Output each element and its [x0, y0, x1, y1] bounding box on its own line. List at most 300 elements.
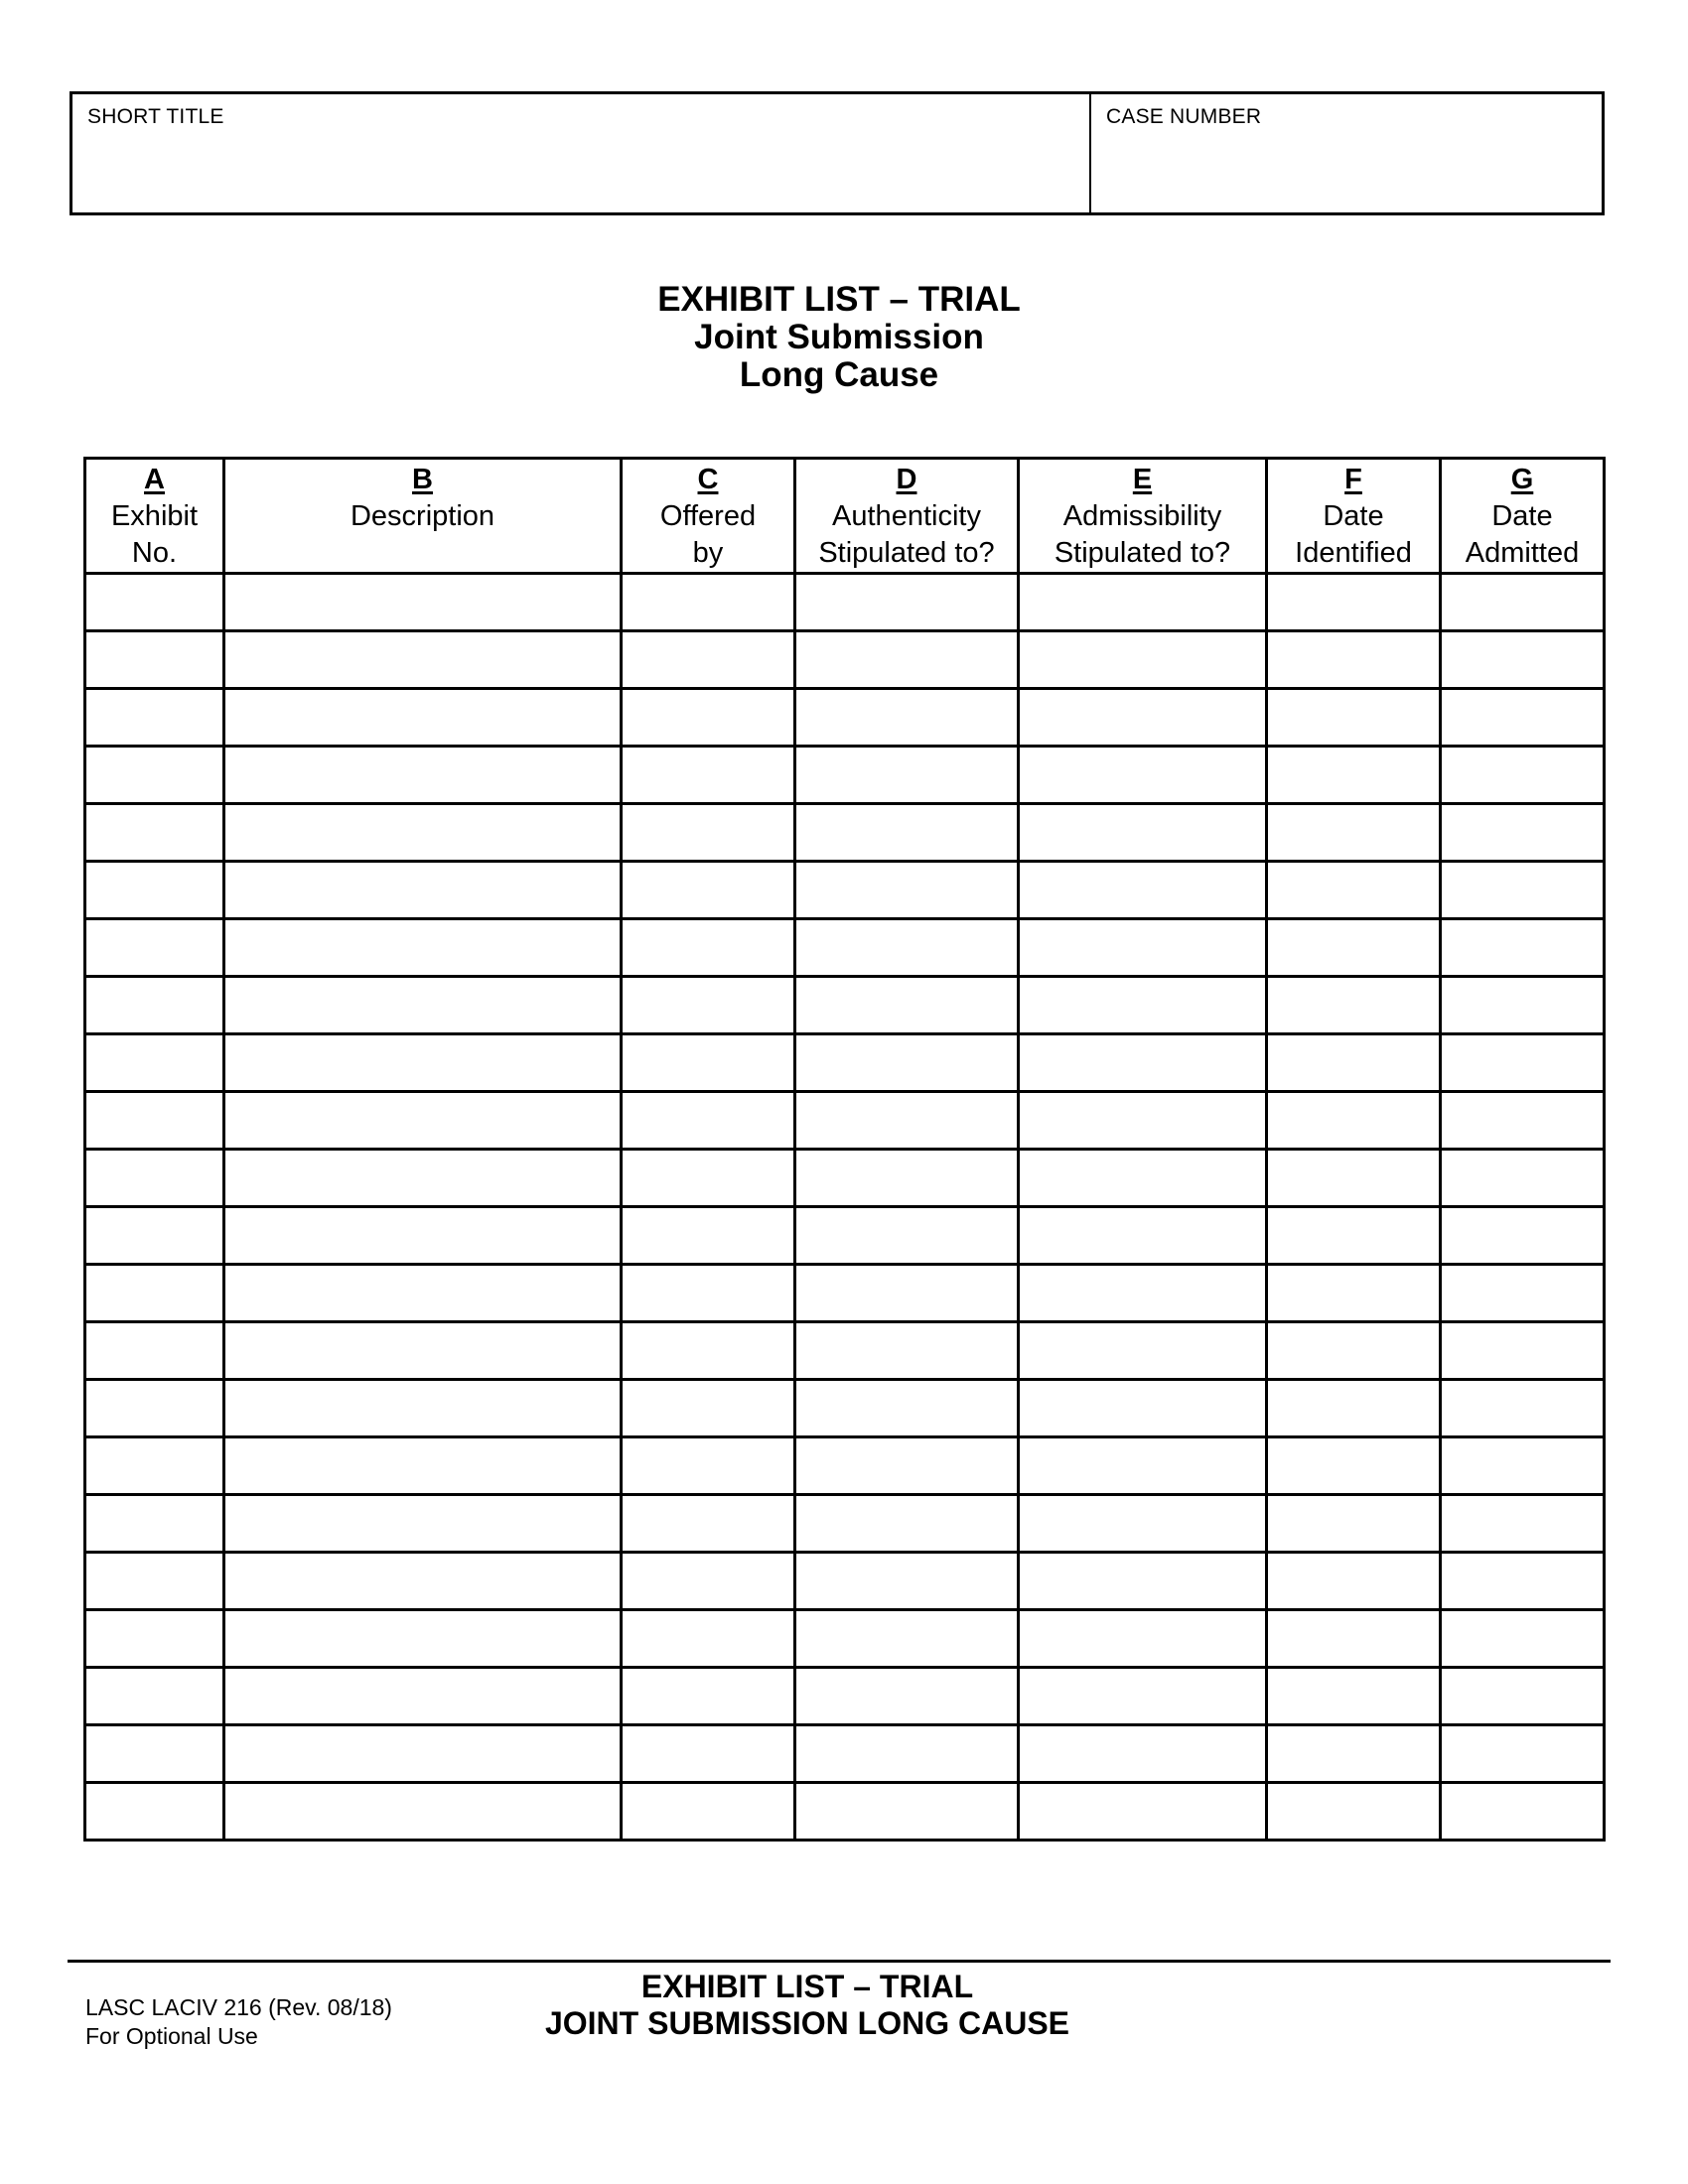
cell-input[interactable] [86, 863, 222, 917]
cell-input[interactable] [1020, 920, 1265, 975]
cell-input[interactable] [796, 1323, 1017, 1378]
table-cell-f [1267, 1610, 1441, 1668]
cell-input[interactable] [1442, 805, 1603, 860]
table-row [85, 574, 1605, 631]
cell-input[interactable] [1442, 1208, 1603, 1263]
table-cell-c [622, 1380, 795, 1437]
table-cell-b [224, 631, 622, 689]
cell-input[interactable] [86, 1035, 222, 1090]
table-cell-a [85, 919, 224, 977]
cell-input[interactable] [796, 978, 1017, 1032]
caption-box [70, 91, 1605, 215]
cell-input[interactable] [796, 1726, 1017, 1781]
cell-input[interactable] [796, 1669, 1017, 1723]
cell-input[interactable] [1020, 1784, 1265, 1839]
table-cell-a [85, 1668, 224, 1725]
cell-input[interactable] [796, 1093, 1017, 1148]
cell-input[interactable] [623, 1726, 793, 1781]
table-row [85, 919, 1605, 977]
cell-input[interactable] [1268, 920, 1439, 975]
cell-input[interactable] [796, 1035, 1017, 1090]
cell-input[interactable] [1020, 632, 1265, 687]
cell-input[interactable] [1268, 1266, 1439, 1320]
cell-input[interactable] [86, 1438, 222, 1493]
cell-input[interactable] [86, 632, 222, 687]
table-cell-g [1441, 1150, 1605, 1207]
table-cell-a [85, 1610, 224, 1668]
cell-input[interactable] [1020, 690, 1265, 745]
cell-input[interactable] [796, 805, 1017, 860]
cell-input[interactable] [796, 920, 1017, 975]
cell-input[interactable] [1268, 1381, 1439, 1435]
table-cell-g [1441, 919, 1605, 977]
table-cell-d [795, 977, 1019, 1034]
table-cell-f [1267, 1553, 1441, 1610]
cell-input[interactable] [86, 1323, 222, 1378]
cell-input[interactable] [1442, 978, 1603, 1032]
cell-input[interactable] [1268, 690, 1439, 745]
table-cell-a [85, 804, 224, 862]
column-letter: E [1132, 464, 1153, 495]
cell-input[interactable] [1020, 1554, 1265, 1608]
case-number-field[interactable] [1103, 138, 1590, 203]
cell-input[interactable] [225, 1554, 620, 1608]
table-cell-e [1019, 862, 1267, 919]
cell-input[interactable] [623, 748, 793, 802]
footer-form-info [85, 1993, 392, 2051]
table-cell-g [1441, 1783, 1605, 1841]
cell-input[interactable] [1442, 1035, 1603, 1090]
cell-input[interactable] [623, 805, 793, 860]
cell-input[interactable] [86, 1496, 222, 1551]
cell-input[interactable] [225, 1669, 620, 1723]
column-label: Admitted [1465, 537, 1580, 569]
cell-input[interactable] [1442, 1323, 1603, 1378]
cell-input[interactable] [86, 690, 222, 745]
cell-input[interactable] [1268, 1611, 1439, 1666]
table-cell-b [224, 574, 622, 631]
cell-input[interactable] [796, 1208, 1017, 1263]
column-header-b [224, 459, 622, 574]
table-cell-d [795, 1265, 1019, 1322]
cell-input[interactable] [225, 1726, 620, 1781]
table-cell-e [1019, 1034, 1267, 1092]
table-cell-f [1267, 1092, 1441, 1150]
cell-input[interactable] [1020, 1323, 1265, 1378]
cell-input[interactable] [225, 748, 620, 802]
column-label: Stipulated to? [818, 537, 995, 569]
cell-input[interactable] [1268, 863, 1439, 917]
table-cell-b [224, 1610, 622, 1668]
column-label: Date [1323, 500, 1384, 532]
cell-input[interactable] [1020, 1669, 1265, 1723]
column-label: by [692, 537, 724, 569]
cell-input[interactable] [796, 1496, 1017, 1551]
cell-input[interactable] [796, 863, 1017, 917]
cell-input[interactable] [623, 1784, 793, 1839]
cell-input[interactable] [225, 1035, 620, 1090]
table-cell-a [85, 1207, 224, 1265]
table-cell-f [1267, 977, 1441, 1034]
table-cell-c [622, 1092, 795, 1150]
cell-input[interactable] [796, 1554, 1017, 1608]
table-cell-a [85, 862, 224, 919]
table-row [85, 631, 1605, 689]
cell-input[interactable] [796, 1151, 1017, 1205]
table-cell-b [224, 1437, 622, 1495]
cell-input[interactable] [1020, 805, 1265, 860]
exhibit-table [83, 457, 1606, 1842]
cell-input[interactable] [796, 1381, 1017, 1435]
footer-title-line1: EXHIBIT LIST – TRIAL [640, 1969, 974, 2004]
cell-input[interactable] [796, 1611, 1017, 1666]
cell-input[interactable] [225, 1438, 620, 1493]
table-header-row [85, 459, 1605, 574]
footer-title [509, 1969, 1105, 2042]
table-cell-a [85, 1437, 224, 1495]
cell-input[interactable] [1442, 1611, 1603, 1666]
table-cell-f [1267, 919, 1441, 977]
cell-input[interactable] [796, 1784, 1017, 1839]
cell-input[interactable] [225, 575, 620, 629]
cell-input[interactable] [1020, 1151, 1265, 1205]
table-cell-a [85, 1553, 224, 1610]
table-cell-c [622, 804, 795, 862]
table-cell-g [1441, 1092, 1605, 1150]
cell-input[interactable] [86, 1611, 222, 1666]
cell-input[interactable] [1442, 1496, 1603, 1551]
cell-input[interactable] [1442, 1554, 1603, 1608]
table-cell-e [1019, 1495, 1267, 1553]
cell-input[interactable] [86, 1554, 222, 1608]
table-cell-c [622, 1322, 795, 1380]
cell-input[interactable] [623, 920, 793, 975]
table-cell-b [224, 747, 622, 804]
cell-input[interactable] [225, 1093, 620, 1148]
cell-input[interactable] [1268, 1726, 1439, 1781]
cell-input[interactable] [623, 690, 793, 745]
cell-input[interactable] [1020, 1381, 1265, 1435]
cell-input[interactable] [86, 575, 222, 629]
cell-input[interactable] [1268, 1093, 1439, 1148]
table-cell-d [795, 804, 1019, 862]
table-row [85, 1725, 1605, 1783]
table-row [85, 804, 1605, 862]
cell-input[interactable] [86, 748, 222, 802]
cell-input[interactable] [86, 1669, 222, 1723]
table-cell-e [1019, 1668, 1267, 1725]
table-cell-e [1019, 1553, 1267, 1610]
table-cell-b [224, 919, 622, 977]
cell-input[interactable] [86, 920, 222, 975]
cell-input[interactable] [86, 1726, 222, 1781]
cell-input[interactable] [225, 1266, 620, 1320]
table-cell-f [1267, 1783, 1441, 1841]
cell-input[interactable] [86, 1381, 222, 1435]
table-cell-c [622, 1610, 795, 1668]
cell-input[interactable] [225, 920, 620, 975]
cell-input[interactable] [1020, 1035, 1265, 1090]
table-cell-a [85, 1150, 224, 1207]
cell-input[interactable] [1268, 1784, 1439, 1839]
column-label: No. [131, 537, 178, 569]
footer-form-id: LASC LACIV 216 (Rev. 08/18) [85, 1994, 392, 2020]
table-row [85, 689, 1605, 747]
table-cell-a [85, 1380, 224, 1437]
table-cell-f [1267, 1495, 1441, 1553]
cell-input[interactable] [1268, 1438, 1439, 1493]
table-cell-b [224, 1783, 622, 1841]
table-cell-b [224, 689, 622, 747]
table-cell-b [224, 1265, 622, 1322]
cell-input[interactable] [623, 575, 793, 629]
cell-input[interactable] [1268, 1323, 1439, 1378]
cell-input[interactable] [1442, 1381, 1603, 1435]
table-cell-a [85, 1092, 224, 1150]
cell-input[interactable] [225, 978, 620, 1032]
column-header-a [85, 459, 224, 574]
cell-input[interactable] [1020, 1093, 1265, 1148]
cell-input[interactable] [1442, 863, 1603, 917]
table-row [85, 1322, 1605, 1380]
cell-input[interactable] [623, 1266, 793, 1320]
cell-input[interactable] [1020, 1496, 1265, 1551]
cell-input[interactable] [225, 1323, 620, 1378]
table-row [85, 1495, 1605, 1553]
table-cell-e [1019, 919, 1267, 977]
cell-input[interactable] [623, 1381, 793, 1435]
cell-input[interactable] [1268, 632, 1439, 687]
form-title-line1: EXHIBIT LIST – TRIAL [657, 280, 1021, 319]
cell-input[interactable] [1020, 1266, 1265, 1320]
table-cell-c [622, 1495, 795, 1553]
cell-input[interactable] [1442, 690, 1603, 745]
cell-input[interactable] [1020, 1611, 1265, 1666]
table-cell-f [1267, 747, 1441, 804]
cell-input[interactable] [1442, 1669, 1603, 1723]
footer-divider [68, 1960, 1611, 1963]
cell-input[interactable] [86, 978, 222, 1032]
cell-input[interactable] [86, 1151, 222, 1205]
table-cell-e [1019, 574, 1267, 631]
column-letter: F [1344, 464, 1362, 495]
table-cell-e [1019, 747, 1267, 804]
table-cell-a [85, 977, 224, 1034]
cell-input[interactable] [796, 748, 1017, 802]
column-header-d [795, 459, 1019, 574]
cell-input[interactable] [1268, 1151, 1439, 1205]
cell-input[interactable] [623, 978, 793, 1032]
table-row [85, 1380, 1605, 1437]
table-cell-e [1019, 631, 1267, 689]
table-cell-e [1019, 1725, 1267, 1783]
table-cell-g [1441, 1437, 1605, 1495]
table-cell-g [1441, 804, 1605, 862]
table-cell-f [1267, 1207, 1441, 1265]
table-cell-e [1019, 804, 1267, 862]
cell-input[interactable] [1020, 1208, 1265, 1263]
table-cell-e [1019, 977, 1267, 1034]
table-cell-e [1019, 1380, 1267, 1437]
cell-input[interactable] [623, 1035, 793, 1090]
column-header-f [1267, 459, 1441, 574]
table-cell-f [1267, 1437, 1441, 1495]
cell-input[interactable] [623, 632, 793, 687]
table-cell-c [622, 1150, 795, 1207]
cell-input[interactable] [1442, 1726, 1603, 1781]
form-title [0, 281, 1678, 394]
column-label: Identified [1295, 537, 1412, 569]
cell-input[interactable] [1020, 1726, 1265, 1781]
cell-input[interactable] [1268, 1496, 1439, 1551]
cell-input[interactable] [86, 805, 222, 860]
table-cell-a [85, 1725, 224, 1783]
cell-input[interactable] [796, 632, 1017, 687]
cell-input[interactable] [225, 1784, 620, 1839]
cell-input[interactable] [86, 1784, 222, 1839]
column-letter: C [697, 464, 719, 495]
form-title-line3: Long Cause [739, 355, 939, 394]
table-cell-d [795, 1380, 1019, 1437]
table-cell-f [1267, 1034, 1441, 1092]
cell-input[interactable] [623, 1151, 793, 1205]
table-cell-f [1267, 862, 1441, 919]
cell-input[interactable] [1442, 632, 1603, 687]
table-cell-d [795, 919, 1019, 977]
cell-input[interactable] [623, 1669, 793, 1723]
column-header-c [622, 459, 795, 574]
table-cell-d [795, 1495, 1019, 1553]
cell-input[interactable] [225, 863, 620, 917]
table-cell-b [224, 1092, 622, 1150]
cell-input[interactable] [1020, 748, 1265, 802]
cell-input[interactable] [623, 1496, 793, 1551]
cell-input[interactable] [623, 1554, 793, 1608]
table-cell-d [795, 1610, 1019, 1668]
table-cell-d [795, 631, 1019, 689]
cell-input[interactable] [225, 805, 620, 860]
column-letter: B [412, 464, 433, 495]
table-cell-g [1441, 1553, 1605, 1610]
footer-title-line2: JOINT SUBMISSION LONG CAUSE [544, 2005, 1070, 2041]
cell-input[interactable] [225, 1208, 620, 1263]
table-cell-b [224, 1034, 622, 1092]
cell-input[interactable] [86, 1208, 222, 1263]
table-cell-g [1441, 1322, 1605, 1380]
cell-input[interactable] [623, 863, 793, 917]
table-cell-a [85, 1265, 224, 1322]
cell-input[interactable] [225, 1496, 620, 1551]
cell-input[interactable] [225, 1611, 620, 1666]
table-cell-d [795, 1668, 1019, 1725]
cell-input[interactable] [1268, 805, 1439, 860]
table-cell-f [1267, 631, 1441, 689]
cell-input[interactable] [1442, 575, 1603, 629]
table-cell-b [224, 1150, 622, 1207]
case-number-label: CASE NUMBER [1106, 105, 1262, 128]
table-row [85, 1092, 1605, 1150]
table-cell-e [1019, 1265, 1267, 1322]
cell-input[interactable] [1268, 1554, 1439, 1608]
cell-input[interactable] [1268, 1035, 1439, 1090]
cell-input[interactable] [796, 1438, 1017, 1493]
table-cell-c [622, 1207, 795, 1265]
footer-usage: For Optional Use [85, 2023, 258, 2049]
table-cell-c [622, 747, 795, 804]
cell-input[interactable] [623, 1208, 793, 1263]
cell-input[interactable] [623, 1323, 793, 1378]
cell-input[interactable] [1268, 978, 1439, 1032]
cell-input[interactable] [623, 1611, 793, 1666]
table-cell-f [1267, 1322, 1441, 1380]
cell-input[interactable] [1442, 748, 1603, 802]
table-cell-d [795, 1553, 1019, 1610]
table-cell-g [1441, 1495, 1605, 1553]
table-cell-e [1019, 1207, 1267, 1265]
cell-input[interactable] [225, 690, 620, 745]
cell-input[interactable] [1442, 1093, 1603, 1148]
cell-input[interactable] [1020, 863, 1265, 917]
table-cell-g [1441, 631, 1605, 689]
cell-input[interactable] [1020, 575, 1265, 629]
cell-input[interactable] [1442, 1438, 1603, 1493]
table-cell-d [795, 1092, 1019, 1150]
table-cell-a [85, 1783, 224, 1841]
cell-input[interactable] [225, 1381, 620, 1435]
table-cell-d [795, 1150, 1019, 1207]
table-cell-d [795, 1322, 1019, 1380]
table-cell-a [85, 1495, 224, 1553]
cell-input[interactable] [1442, 1151, 1603, 1205]
cell-input[interactable] [1442, 920, 1603, 975]
table-cell-d [795, 1725, 1019, 1783]
table-cell-a [85, 574, 224, 631]
cell-input[interactable] [225, 1151, 620, 1205]
short-title-field[interactable] [84, 138, 1077, 203]
cell-input[interactable] [86, 1093, 222, 1148]
cell-input[interactable] [796, 1266, 1017, 1320]
cell-input[interactable] [796, 575, 1017, 629]
short-title-label: SHORT TITLE [87, 105, 224, 128]
cell-input[interactable] [1268, 748, 1439, 802]
cell-input[interactable] [1442, 1266, 1603, 1320]
table-cell-d [795, 689, 1019, 747]
table-cell-a [85, 747, 224, 804]
table-cell-d [795, 862, 1019, 919]
cell-input[interactable] [1268, 1208, 1439, 1263]
table-row [85, 1207, 1605, 1265]
cell-input[interactable] [1020, 978, 1265, 1032]
table-cell-d [795, 747, 1019, 804]
table-cell-d [795, 1207, 1019, 1265]
table-cell-c [622, 1668, 795, 1725]
cell-input[interactable] [86, 1266, 222, 1320]
cell-input[interactable] [1268, 1669, 1439, 1723]
table-row [85, 747, 1605, 804]
cell-input[interactable] [1442, 1784, 1603, 1839]
cell-input[interactable] [1268, 575, 1439, 629]
table-row [85, 1783, 1605, 1841]
column-label: Description [350, 500, 495, 532]
table-cell-d [795, 1034, 1019, 1092]
table-cell-g [1441, 1380, 1605, 1437]
cell-input[interactable] [1020, 1438, 1265, 1493]
cell-input[interactable] [796, 690, 1017, 745]
cell-input[interactable] [225, 632, 620, 687]
cell-input[interactable] [623, 1093, 793, 1148]
cell-input[interactable] [623, 1438, 793, 1493]
table-row [85, 1150, 1605, 1207]
